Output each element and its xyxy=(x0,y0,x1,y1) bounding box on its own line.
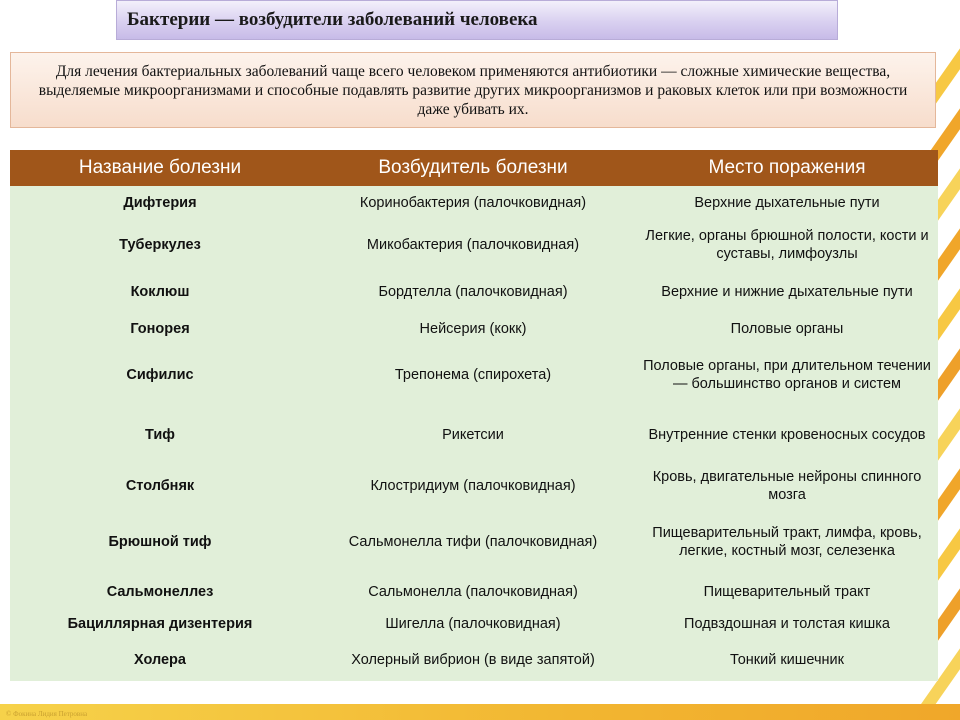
disease-name: Столбняк xyxy=(10,464,310,508)
pathogen: Сальмонелла (палочковидная) xyxy=(310,576,636,608)
table-row xyxy=(10,270,938,314)
pathogen: Нейсерия (кокк) xyxy=(310,314,636,344)
slide-title-box xyxy=(116,0,838,40)
pathogen: Холерный вибрион (в виде запятой) xyxy=(310,640,636,680)
pathogen: Коринобактерия (палочковидная) xyxy=(310,186,636,220)
table-row xyxy=(10,508,938,576)
disease-name: Дифтерия xyxy=(10,186,310,220)
disease-name: Гонорея xyxy=(10,314,310,344)
table-row xyxy=(10,608,938,640)
disease-name: Туберкулез xyxy=(10,220,310,270)
table-row xyxy=(10,186,938,220)
table-header-row xyxy=(10,150,938,186)
header-pathogen: Возбудитель болезни xyxy=(310,150,636,186)
header-site: Место поражения xyxy=(636,150,938,186)
copyright-watermark: © Фокина Лидия Петровна xyxy=(6,710,88,718)
pathogen: Трепонема (спирохета) xyxy=(310,344,636,406)
table-row xyxy=(10,640,938,680)
affected-site: Половые органы xyxy=(636,314,938,344)
pathogen: Рикетсии xyxy=(310,406,636,464)
table-row xyxy=(10,406,938,464)
pathogen: Сальмонелла тифи (палочковидная) xyxy=(310,508,636,576)
table-row xyxy=(10,344,938,406)
disease-name: Брюшной тиф xyxy=(10,508,310,576)
decorative-bottom-band xyxy=(0,704,960,720)
affected-site: Тонкий кишечник xyxy=(636,640,938,680)
pathogen: Бордтелла (палочковидная) xyxy=(310,270,636,314)
affected-site: Подвздошная и толстая кишка xyxy=(636,608,938,640)
affected-site: Пищеварительный тракт, лимфа, кровь, легкие, костный мозг, селезенка xyxy=(636,508,938,576)
table-row xyxy=(10,220,938,270)
disease-name: Коклюш xyxy=(10,270,310,314)
disease-name: Сифилис xyxy=(10,344,310,406)
header-disease-name: Название болезни xyxy=(10,150,310,186)
disease-name: Бациллярная дизентерия xyxy=(10,608,310,640)
pathogen: Шигелла (палочковидная) xyxy=(310,608,636,640)
affected-site: Пищеварительный тракт xyxy=(636,576,938,608)
affected-site: Кровь, двигательные нейроны спинного мозга xyxy=(636,464,938,508)
disease-name: Холера xyxy=(10,640,310,680)
affected-site: Половые органы, при длительном течении — большинство органов и систем xyxy=(636,344,938,406)
intro-text: Для лечения бактериальных заболеваний чаще всего человеком применяются антибиотики — сложные химические вещества, выделяемые микроорганизмами и способные подавлять развитие других микроорганизмов и раковых клеток или при возможности даже убивать их. xyxy=(38,62,908,118)
slide-title: Бактерии — возбудители заболеваний человека xyxy=(127,9,538,30)
affected-site: Верхние и нижние дыхательные пути xyxy=(636,270,938,314)
disease-name: Тиф xyxy=(10,406,310,464)
disease-name: Сальмонеллез xyxy=(10,576,310,608)
intro-box xyxy=(10,52,936,128)
diseases-table xyxy=(10,150,938,681)
affected-site: Внутренние стенки кровеносных сосудов xyxy=(636,406,938,464)
pathogen: Клостридиум (палочковидная) xyxy=(310,464,636,508)
affected-site: Легкие, органы брюшной полости, кости и суставы, лимфоузлы xyxy=(636,220,938,270)
table-row xyxy=(10,314,938,344)
table-row xyxy=(10,576,938,608)
table-row xyxy=(10,464,938,508)
pathogen: Микобактерия (палочковидная) xyxy=(310,220,636,270)
affected-site: Верхние дыхательные пути xyxy=(636,186,938,220)
